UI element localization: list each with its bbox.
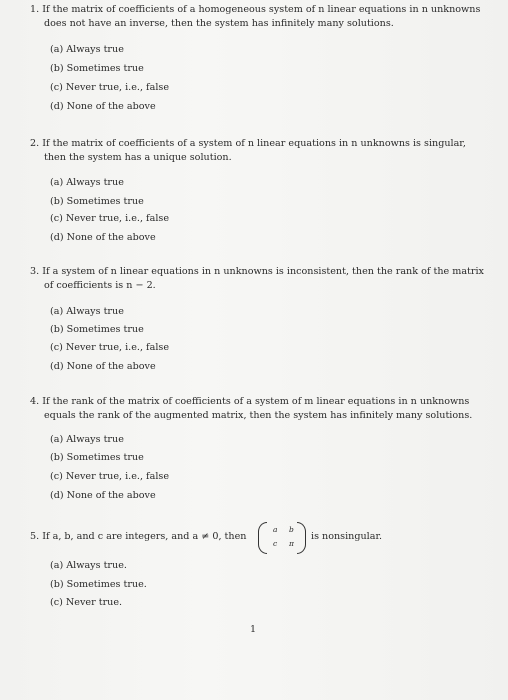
question-2-option-b: (b) Sometimes true [50, 196, 144, 207]
question-4-option-b: (b) Sometimes true [50, 452, 144, 463]
question-2-text-line2: then the system has a unique solution. [44, 152, 232, 163]
matrix-cell-a: a [273, 525, 278, 534]
matrix-cell-c: c [273, 539, 278, 548]
question-5-option-b: (b) Sometimes true. [50, 579, 147, 590]
question-5-option-c: (c) Never true. [50, 597, 123, 608]
question-3-option-b: (b) Sometimes true [50, 324, 144, 335]
question-4-option-c: (c) Never true, i.e., false [50, 471, 169, 482]
question-4-text-line1: 4. If the rank of the matrix of coefficients of a system of m linear equations in n unknowns [30, 396, 470, 407]
question-2-option-c: (c) Never true, i.e., false [50, 213, 169, 224]
question-4-option-d: (d) None of the above [50, 490, 156, 501]
question-5-text-before: 5. If a, b, and c are integers, and a ≠ 0, then [30, 531, 247, 542]
question-1-option-a: (a) Always true [50, 44, 124, 55]
matrix-left-paren [258, 522, 267, 554]
question-4-option-a: (a) Always true [50, 434, 124, 445]
question-4-text-line2: equals the rank of the augmented matrix, then the system has infinitely many solutions. [44, 410, 473, 421]
question-1-option-b: (b) Sometimes true [50, 63, 144, 74]
matrix-right-paren [297, 522, 306, 554]
question-3-text-line2: of coefficients is n − 2. [44, 280, 156, 291]
question-1-option-c: (c) Never true, i.e., false [50, 82, 169, 93]
question-3-option-c: (c) Never true, i.e., false [50, 342, 169, 353]
question-2-option-a: (a) Always true [50, 177, 124, 188]
question-5-text-after: is nonsingular. [311, 531, 383, 542]
question-1-text-line1: 1. If the matrix of coefficients of a homogeneous system of n linear equations in n unknowns [30, 4, 481, 15]
question-3-text-line1: 3. If a system of n linear equations in n unknowns is inconsistent, then the rank of the matrix [30, 266, 484, 277]
question-1-option-d: (d) None of the above [50, 101, 156, 112]
matrix-cell-d: π [289, 539, 294, 548]
matrix-cell-b: b [289, 525, 294, 534]
question-3-option-d: (d) None of the above [50, 361, 156, 372]
question-2-text-line1: 2. If the matrix of coefficients of a system of n linear equations in n unknowns is singular, [30, 138, 466, 149]
matrix-2x2 [258, 522, 306, 552]
question-3-option-a: (a) Always true [50, 306, 124, 317]
question-2-option-d: (d) None of the above [50, 232, 156, 243]
question-5-option-a: (a) Always true. [50, 560, 127, 571]
page-number: 1 [250, 624, 257, 635]
question-1-text-line2: does not have an inverse, then the system has infinitely many solutions. [44, 18, 394, 29]
